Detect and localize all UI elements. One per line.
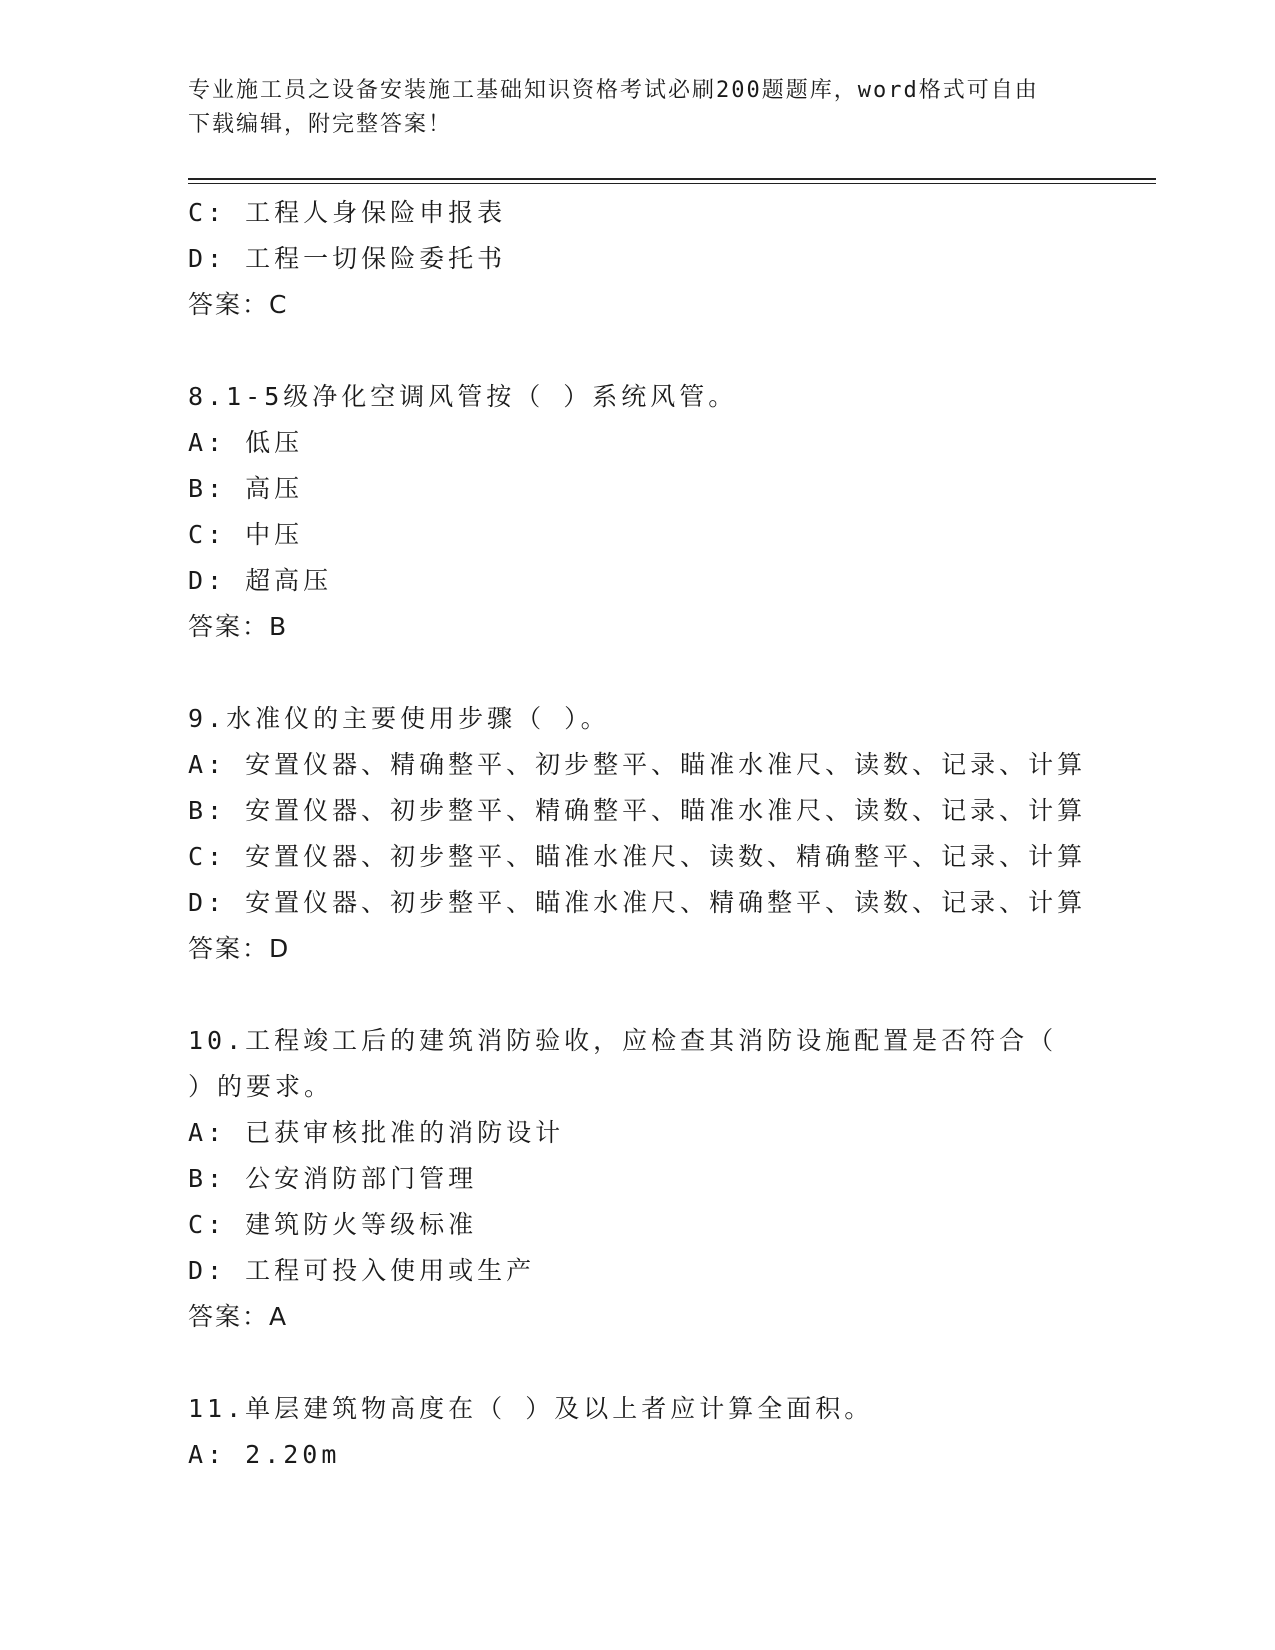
option-d: D: 工程一切保险委托书 (188, 244, 507, 273)
header-title-line2: 下载编辑，附完整答案！ (188, 112, 453, 137)
option-c: C: 工程人身保险申报表 (188, 198, 507, 227)
question-9 (188, 696, 1108, 972)
option-a: A: 已获审核批准的消防设计 (188, 1118, 565, 1147)
option-d: D: 安置仪器、初步整平、瞄准水准尺、精确整平、读数、记录、计算 (188, 888, 1087, 917)
question-list (188, 190, 1108, 1478)
option-c: C: 安置仪器、初步整平、瞄准水准尺、读数、精确整平、记录、计算 (188, 842, 1087, 871)
header-rule-thick (188, 178, 1156, 180)
answer: 答案：A (188, 1302, 289, 1331)
option-a: A: 低压 (188, 428, 304, 457)
question-text: 11.单层建筑物高度在（ ）及以上者应计算全面积。 (188, 1394, 874, 1423)
header-title-line1: 专业施工员之设备安装施工基础知识资格考试必刷200题题库，word格式可自由 (188, 78, 1039, 103)
option-c: C: 中压 (188, 520, 304, 549)
answer: 答案：C (188, 290, 289, 319)
option-a: A: 安置仪器、精确整平、初步整平、瞄准水准尺、读数、记录、计算 (188, 750, 1087, 779)
option-c: C: 建筑防火等级标准 (188, 1210, 478, 1239)
question-text: 8.1-5级净化空调风管按（ ）系统风管。 (188, 382, 738, 411)
question-10 (188, 1018, 1108, 1340)
header-rule-thin (188, 183, 1156, 184)
option-b: B: 安置仪器、初步整平、精确整平、瞄准水准尺、读数、记录、计算 (188, 796, 1087, 825)
option-b: B: 高压 (188, 474, 304, 503)
option-a: A: 2.20m (188, 1440, 341, 1469)
option-d: D: 工程可投入使用或生产 (188, 1256, 536, 1285)
spacer (188, 1340, 1108, 1386)
question-11 (188, 1386, 1108, 1478)
answer: 答案：D (188, 934, 291, 963)
question-text: 9.水准仪的主要使用步骤（ ）。 (188, 704, 610, 733)
option-d: D: 超高压 (188, 566, 333, 595)
spacer (188, 328, 1108, 374)
spacer (188, 972, 1108, 1018)
document-header (188, 74, 1088, 142)
question-text-line1: 10.工程竣工后的建筑消防验收，应检查其消防设施配置是否符合（ (188, 1026, 1058, 1055)
question-7-tail (188, 190, 1108, 328)
option-b: B: 公安消防部门管理 (188, 1164, 478, 1193)
question-8 (188, 374, 1108, 650)
answer: 答案：B (188, 612, 289, 641)
question-text-line2: ）的要求。 (188, 1072, 334, 1101)
spacer (188, 650, 1108, 696)
